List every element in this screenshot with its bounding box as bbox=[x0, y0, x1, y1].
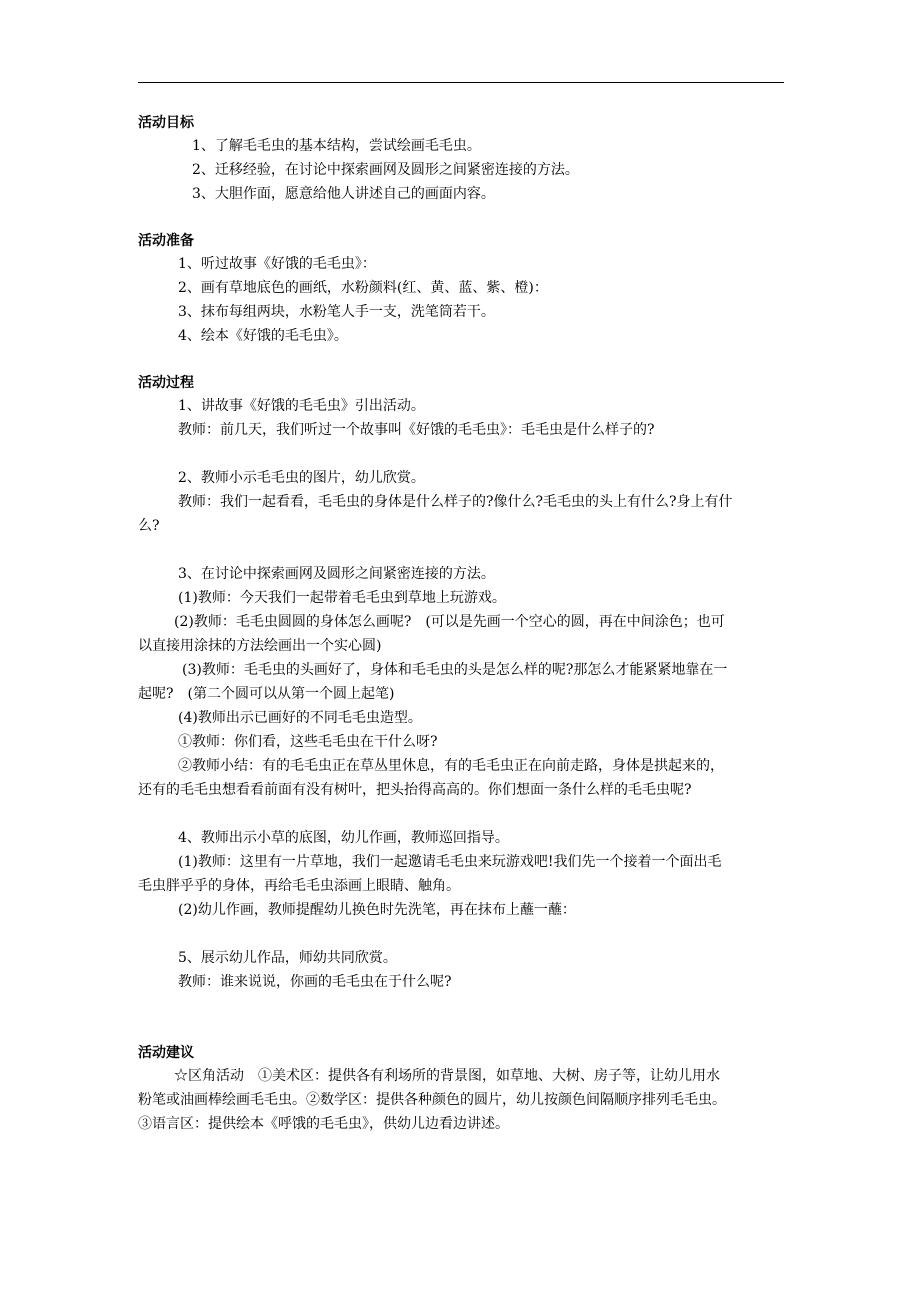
section-heading-prep: 活动准备 bbox=[138, 233, 194, 249]
prep-item-4: 4、绘本《好饿的毛毛虫》。 bbox=[178, 328, 348, 344]
section-heading-process: 活动过程 bbox=[138, 375, 194, 391]
process-step2-title: 2、教师小示毛毛虫的图片，幼儿欣赏。 bbox=[178, 470, 425, 486]
process-step3-sub2-cont: 以直接用涂抹的方法绘画出一个实心圆) bbox=[138, 638, 382, 654]
paragraph-gap bbox=[138, 802, 788, 826]
process-step2-dialogue-cont: 么? bbox=[138, 518, 160, 534]
header-rule bbox=[138, 82, 784, 83]
paragraph-gap bbox=[138, 442, 788, 466]
process-step3-sub2: (2)教师：毛毛虫圆圆的身体怎么画呢? (可以是先画一个空心的圆，再在中间涂色；也可 bbox=[174, 614, 725, 630]
goal-item-2: 2、迁移经验，在讨论中探索画网及圆形之间紧密连接的方法。 bbox=[192, 162, 579, 178]
section-heading-goals: 活动目标 bbox=[138, 115, 194, 131]
process-step4-sub1: (1)教师：这里有一片草地，我们一起邀请毛毛虫来玩游戏吧!我们先一个接着一个面出毛 bbox=[178, 854, 722, 870]
prep-item-3: 3、抹布每组两块，水粉笔人手一支，洗笔筒若干。 bbox=[178, 304, 495, 320]
process-step4-sub1-cont: 毛虫胖乎乎的身体，再给毛毛虫添画上眼睛、触角。 bbox=[138, 878, 460, 894]
process-step3-sub4-b: ②教师小结：有的毛毛虫正在草丛里休息，有的毛毛虫正在向前走路，身体是拱起来的， bbox=[178, 758, 724, 774]
document-body bbox=[138, 112, 788, 1136]
goal-item-1: 1、了解毛毛虫的基本结构，尝试绘画毛毛虫。 bbox=[192, 138, 481, 154]
process-step3-sub1: (1)教师：今天我们一起带着毛毛虫到草地上玩游戏。 bbox=[178, 590, 506, 606]
process-step3-sub4: (4)教师出示已画好的不同毛毛虫造型。 bbox=[178, 710, 422, 726]
prep-item-1: 1、听过故事《好饿的毛毛虫》： bbox=[178, 256, 376, 272]
suggestion-line-2: 粉笔或油画棒绘画毛毛虫。②数学区：提供各种颜色的圆片，幼儿按颜色间隔顺序排列毛毛虫。 bbox=[138, 1092, 726, 1108]
section-heading-suggestions: 活动建议 bbox=[138, 1045, 194, 1061]
paragraph-gap bbox=[138, 922, 788, 946]
process-step5-title: 5、展示幼儿作品，师幼共同欣赏。 bbox=[178, 950, 397, 966]
goal-item-3: 3、大胆作面，愿意给他人讲述自己的画面内容。 bbox=[192, 186, 495, 202]
process-step4-sub2: (2)幼儿作画，教师提醒幼儿换色时先洗笔，再在抹布上蘸一蘸： bbox=[178, 902, 576, 918]
process-step1-title: 1、讲故事《好饿的毛毛虫》引出活动。 bbox=[178, 398, 425, 414]
process-step3-sub4-b-cont: 还有的毛毛虫想看看前面有没有树叶，把头抬得高高的。你们想面一条什么样的毛毛虫呢? bbox=[138, 782, 692, 798]
process-step1-dialogue: 教师：前几天，我们听过一个故事叫《好饿的毛毛虫》：毛毛虫是什么样子的? bbox=[178, 422, 655, 438]
process-step3-title: 3、在讨论中探索画网及圆形之间紧密连接的方法。 bbox=[178, 566, 495, 582]
process-step5-dialogue: 教师：谁来说说，你画的毛毛虫在于什么呢? bbox=[178, 974, 452, 990]
process-step3-sub4-a: ①教师：你们看，这些毛毛虫在干什么呀? bbox=[178, 734, 438, 750]
process-step3-sub3: (3)教师：毛毛虫的头画好了，身体和毛毛虫的头是怎么样的呢?那怎么才能紧紧地靠在一 bbox=[182, 662, 728, 678]
prep-item-2: 2、画有草地底色的画纸，水粉颜料(红、黄、蓝、紫、橙)： bbox=[178, 280, 548, 296]
suggestion-line-1: ☆区角活动 ①美术区：提供各有利场所的背景图，如草地、大树、房子等，让幼儿用水 bbox=[174, 1068, 720, 1084]
process-step3-sub3-cont: 起呢? (第二个圆可以从第一个圆上起笔) bbox=[138, 686, 395, 702]
suggestion-line-3: ③语言区：提供绘本《呼饿的毛毛虫》，供幼儿边看边讲述。 bbox=[138, 1116, 509, 1132]
paragraph-gap bbox=[138, 538, 788, 562]
process-step2-dialogue: 教师：我们一起看看，毛毛虫的身体是什么样子的?像什么?毛毛虫的头上有什么?身上有什 bbox=[178, 494, 733, 510]
process-step4-title: 4、教师出示小草的底图，幼儿作画，教师巡回指导。 bbox=[178, 830, 509, 846]
